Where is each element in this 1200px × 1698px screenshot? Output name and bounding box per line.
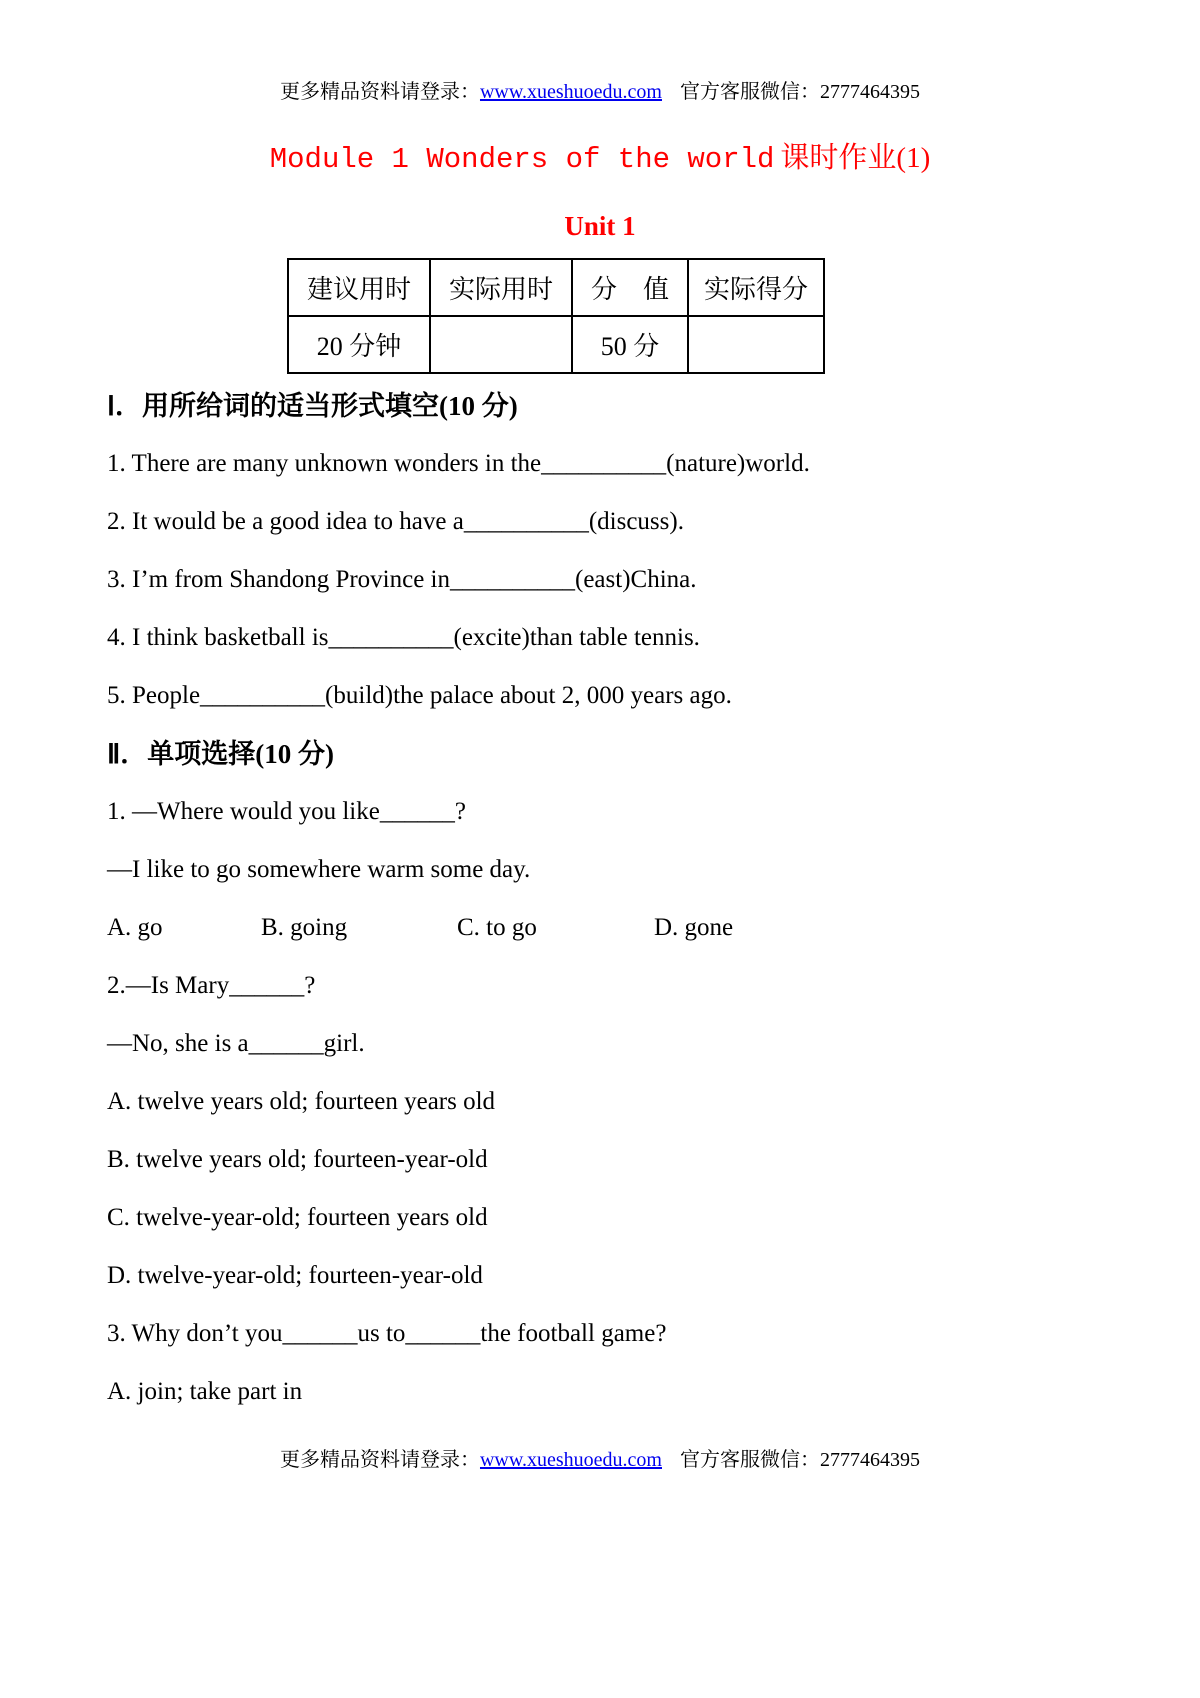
score-value-actual-time (430, 316, 572, 373)
footer-suffix-text: 官方客服微信：2777464395 (680, 1449, 920, 1471)
document-title-english: Module 1 Wonders of the world (269, 143, 775, 176)
fill-blank-item-4: 4. I think basketball is__________(excite)than table tennis. (107, 624, 700, 651)
choice-q2-reply: —No, she is a______girl. (107, 1030, 365, 1057)
choice-q2-option-c: C. twelve-year-old; fourteen years old (107, 1204, 488, 1231)
footer-site-link[interactable]: www.xueshuoedu.com (479, 1449, 662, 1471)
footer-prefix-text: 更多精品资料请登录： (279, 1449, 480, 1471)
fill-blank-item-2: 2. It would be a good idea to have a__________(discuss). (107, 508, 684, 535)
header-suffix-text: 官方客服微信：2777464395 (680, 81, 920, 103)
choice-q1-option-a: A. go (107, 914, 163, 941)
choice-q2-option-a: A. twelve years old; fourteen years old (107, 1088, 496, 1115)
score-header-actual-time: 实际用时 (430, 259, 572, 316)
choice-q3-stem: 3. Why don’t you______us to______the football game? (107, 1320, 667, 1347)
choice-q1-option-c: C. to go (457, 914, 537, 941)
score-header-points: 分 值 (572, 259, 688, 316)
score-table-value-row (288, 316, 824, 373)
unit-subtitle: Unit 1 (564, 211, 636, 241)
fill-blank-item-3: 3. I’m from Shandong Province in__________(east)China. (107, 566, 697, 593)
header-site-link[interactable]: www.xueshuoedu.com (479, 81, 662, 103)
section1-heading: Ⅰ．用所给词的适当形式填空(10 分) (107, 391, 518, 421)
choice-q3-option-a: A. join; take part in (107, 1378, 303, 1405)
score-table-header-row (288, 259, 824, 316)
choice-q1-options-row (107, 899, 1140, 957)
fill-blank-item-1: 1. There are many unknown wonders in the__________(nature)world. (107, 450, 810, 477)
section2-heading: Ⅱ．单项选择(10 分) (107, 739, 335, 769)
score-value-points: 50 分 (572, 316, 688, 373)
fill-blank-item-5: 5. People__________(build)the palace about 2, 000 years ago. (107, 682, 732, 709)
choice-q1-option-d: D. gone (654, 914, 734, 941)
choice-q2-option-d: D. twelve-year-old; fourteen-year-old (107, 1262, 483, 1289)
document-title (0, 140, 1200, 181)
score-header-actual-score: 实际得分 (688, 259, 824, 316)
choice-q2-option-b: B. twelve years old; fourteen-year-old (107, 1146, 488, 1173)
header-prefix-text: 更多精品资料请登录： (279, 81, 480, 103)
score-header-suggested-time: 建议用时 (288, 259, 430, 316)
worksheet-body (0, 377, 1200, 1421)
choice-q1-option-b: B. going (261, 914, 348, 941)
page-header (0, 0, 1200, 104)
score-value-suggested-time: 20 分钟 (288, 316, 430, 373)
choice-q1-stem: 1. —Where would you like______? (107, 798, 466, 825)
document-title-chinese: 课时作业(1) (780, 142, 931, 174)
choice-q1-reply: —I like to go somewhere warm some day. (107, 856, 531, 883)
choice-q2-stem: 2.—Is Mary______? (107, 972, 316, 999)
score-table (287, 258, 825, 374)
score-value-actual-score (688, 316, 824, 373)
page-footer (0, 1448, 1200, 1472)
